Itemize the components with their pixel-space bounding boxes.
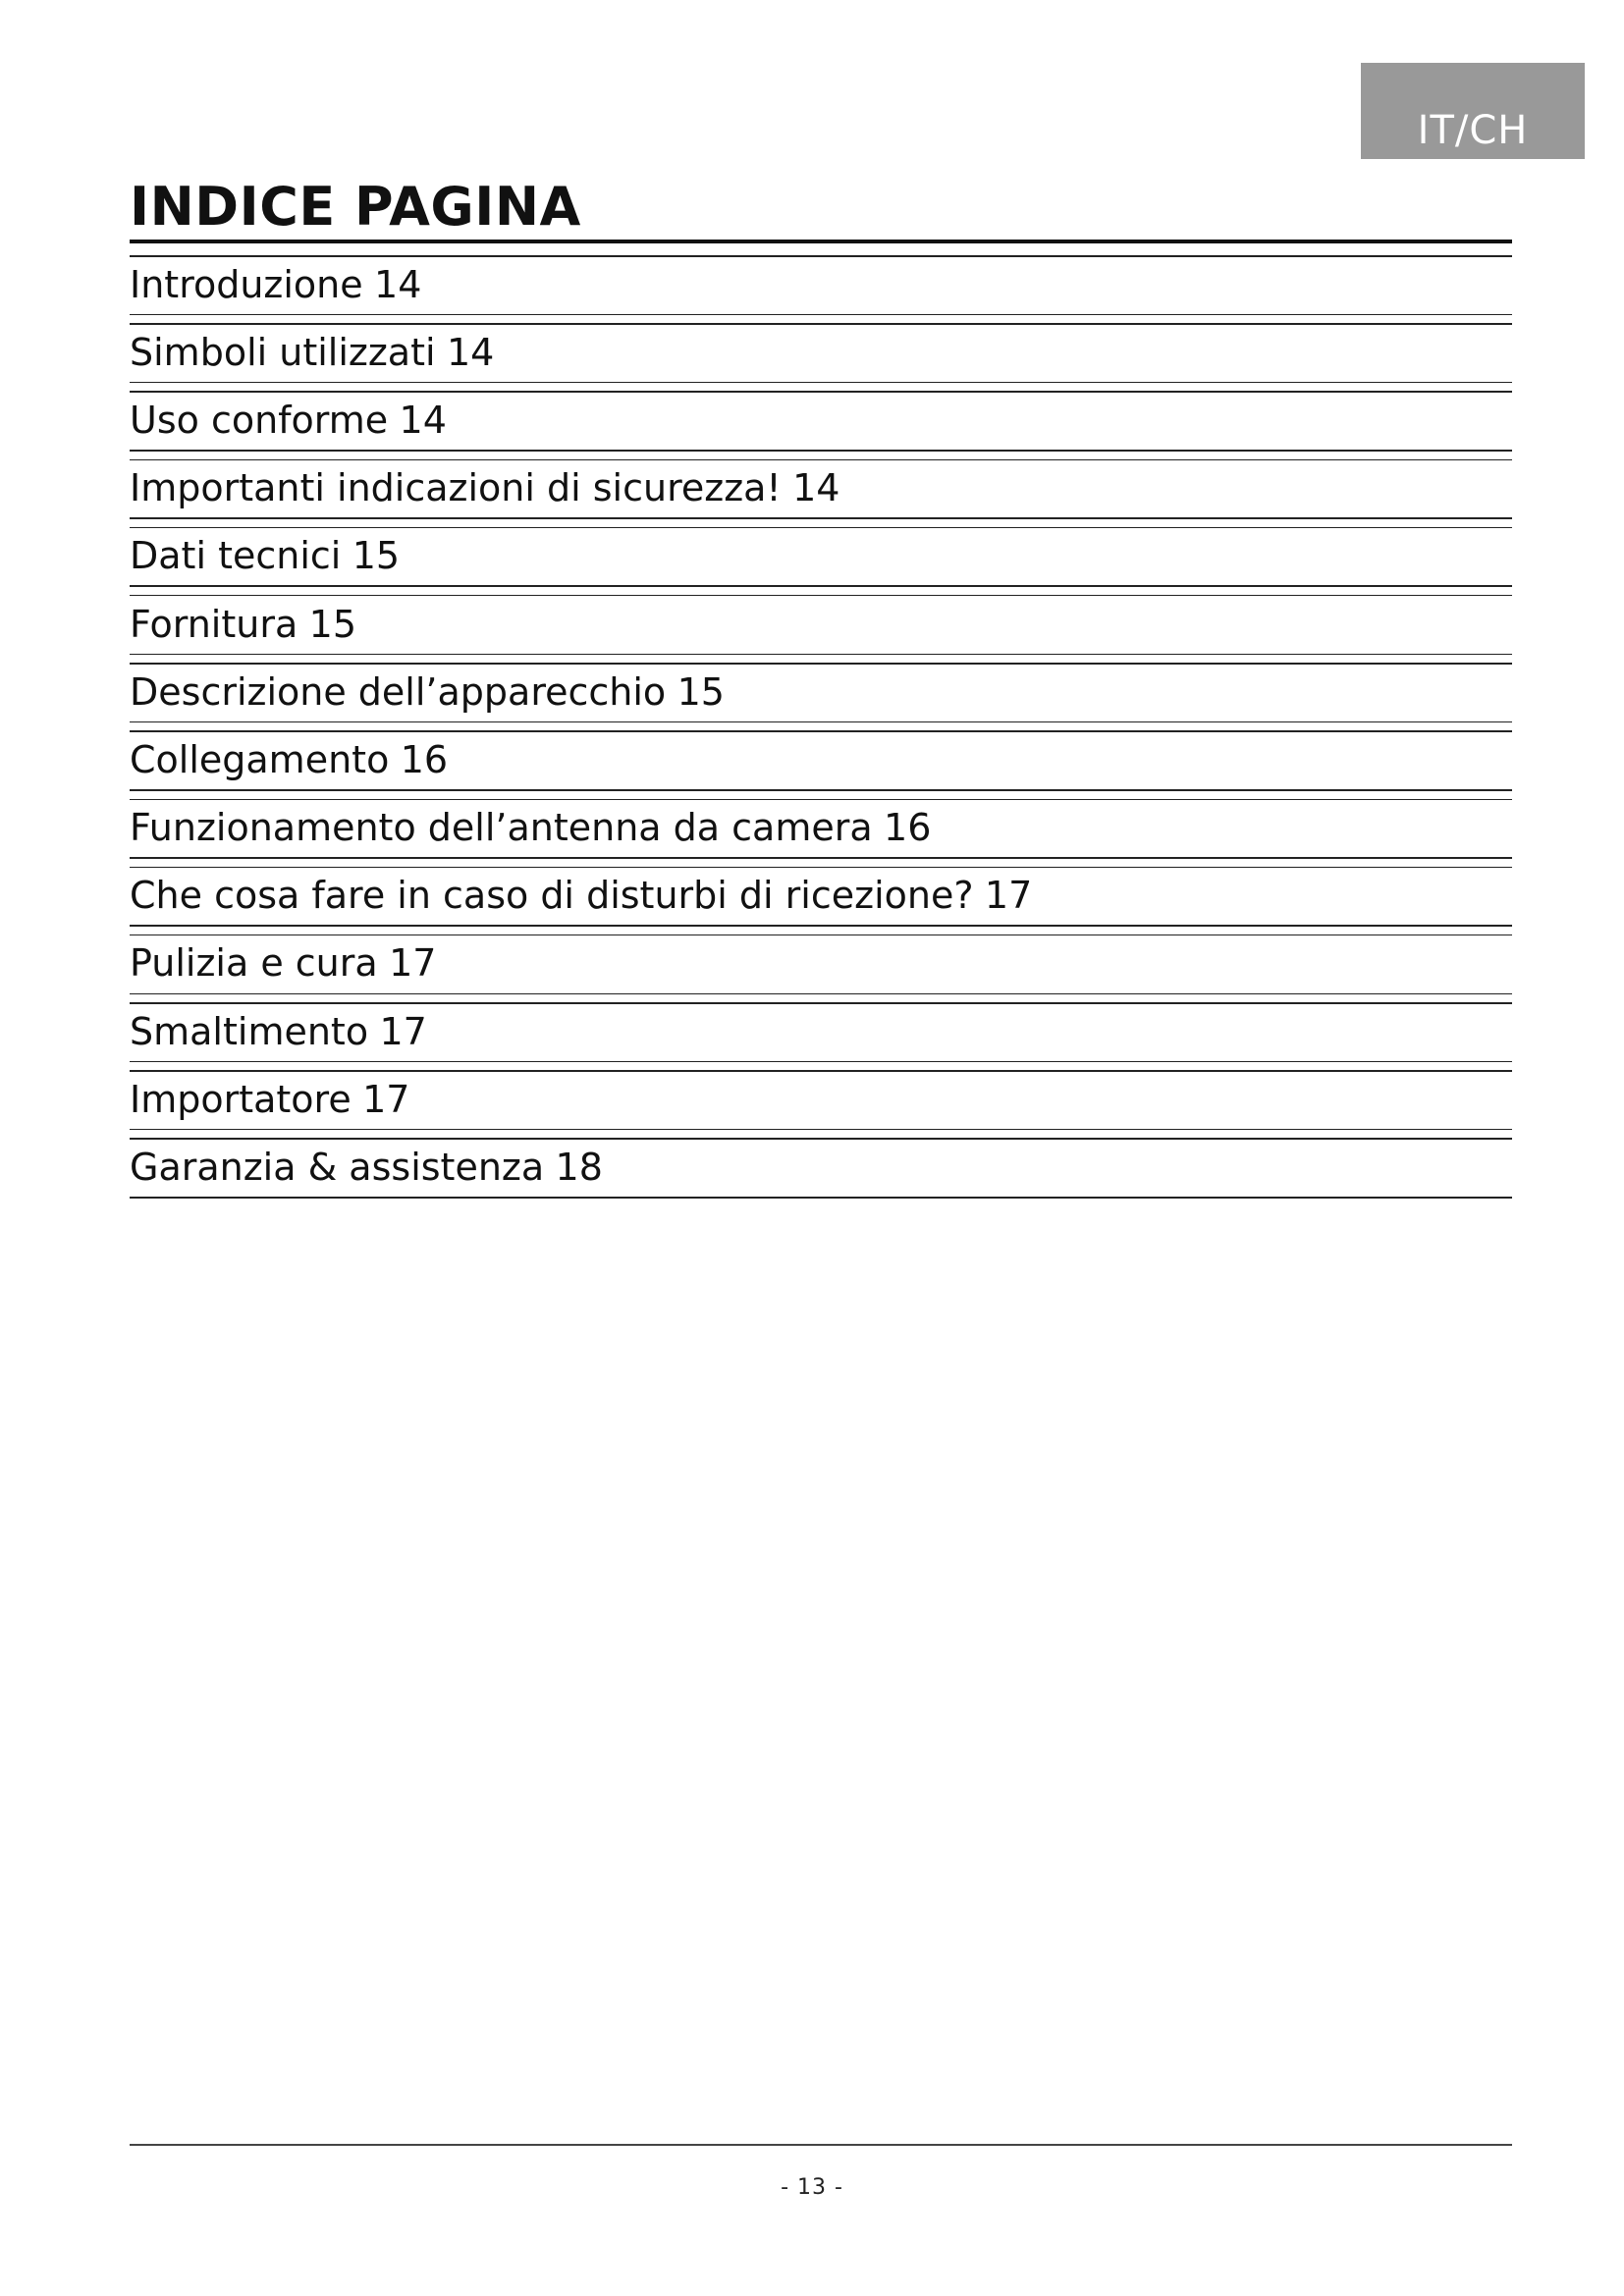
page-title: INDICE PAGINA bbox=[130, 176, 581, 238]
toc-entry-label: Smaltimento bbox=[130, 1009, 369, 1053]
toc-entry-page: 17 bbox=[379, 1009, 427, 1053]
toc-entry-uso-conforme[interactable] bbox=[130, 383, 1512, 451]
language-tab-label: IT/CH bbox=[1417, 108, 1529, 153]
toc-entry-page: 17 bbox=[389, 941, 437, 986]
toc-entry-label: Uso conforme bbox=[130, 398, 389, 442]
toc-entry-page: 14 bbox=[399, 398, 447, 442]
toc-entry-label: Descrizione dell’apparecchio bbox=[130, 669, 667, 714]
toc-entry-pulizia-cura[interactable] bbox=[130, 927, 1512, 994]
toc-entry-label: Introduzione bbox=[130, 262, 363, 306]
toc-entry-page: 17 bbox=[362, 1077, 410, 1121]
toc-entry-label: Che cosa fare in caso di disturbi di ricezione? bbox=[130, 874, 974, 918]
toc-entry-page: 14 bbox=[374, 262, 422, 306]
toc-entry-label: Collegamento bbox=[130, 737, 390, 781]
toc-entry-garanzia-assistenza[interactable] bbox=[130, 1130, 1512, 1198]
language-tab bbox=[1361, 63, 1585, 159]
toc-entry-simboli-utilizzati[interactable] bbox=[130, 315, 1512, 383]
toc-entry-importatore[interactable] bbox=[130, 1062, 1512, 1130]
toc-entry-smaltimento[interactable] bbox=[130, 994, 1512, 1062]
toc-entry-label: Simboli utilizzati bbox=[130, 330, 436, 374]
toc-entry-label: Dati tecnici bbox=[130, 534, 342, 578]
toc-entry-page: 18 bbox=[555, 1146, 603, 1190]
toc-entry-page: 14 bbox=[446, 330, 495, 374]
page-number: - 13 - bbox=[781, 2175, 843, 2200]
toc-entry-dati-tecnici[interactable] bbox=[130, 519, 1512, 587]
toc-entry-disturbi-ricezione[interactable] bbox=[130, 859, 1512, 927]
toc-entry-label: Funzionamento dell’antenna da camera bbox=[130, 806, 873, 850]
toc-entry-page: 17 bbox=[984, 874, 1033, 918]
toc-entry-introduzione[interactable] bbox=[130, 247, 1512, 315]
toc-entry-collegamento[interactable] bbox=[130, 722, 1512, 790]
toc-entry-label: Importatore bbox=[130, 1077, 352, 1121]
toc-entry-label: Garanzia & assistenza bbox=[130, 1146, 545, 1190]
toc-entry-funzionamento-antenna[interactable] bbox=[130, 791, 1512, 859]
toc-entry-label: Fornitura bbox=[130, 602, 298, 646]
toc-entry-fornitura[interactable] bbox=[130, 587, 1512, 655]
toc-entry-label: Importanti indicazioni di sicurezza! bbox=[130, 466, 782, 510]
toc-entry-page: 14 bbox=[792, 466, 840, 510]
toc-entry-page: 15 bbox=[308, 602, 356, 646]
footer-divider bbox=[130, 2144, 1512, 2146]
table-of-contents bbox=[130, 247, 1512, 1199]
toc-entry-descrizione-apparecchio[interactable] bbox=[130, 655, 1512, 722]
toc-entry-page: 16 bbox=[884, 806, 932, 850]
toc-entry-importanti-indicazioni[interactable] bbox=[130, 452, 1512, 519]
toc-entry-page: 16 bbox=[400, 737, 449, 781]
toc-entry-page: 15 bbox=[677, 669, 725, 714]
title-underline bbox=[130, 240, 1512, 243]
toc-entry-page: 15 bbox=[352, 534, 401, 578]
toc-entry-label: Pulizia e cura bbox=[130, 941, 378, 986]
